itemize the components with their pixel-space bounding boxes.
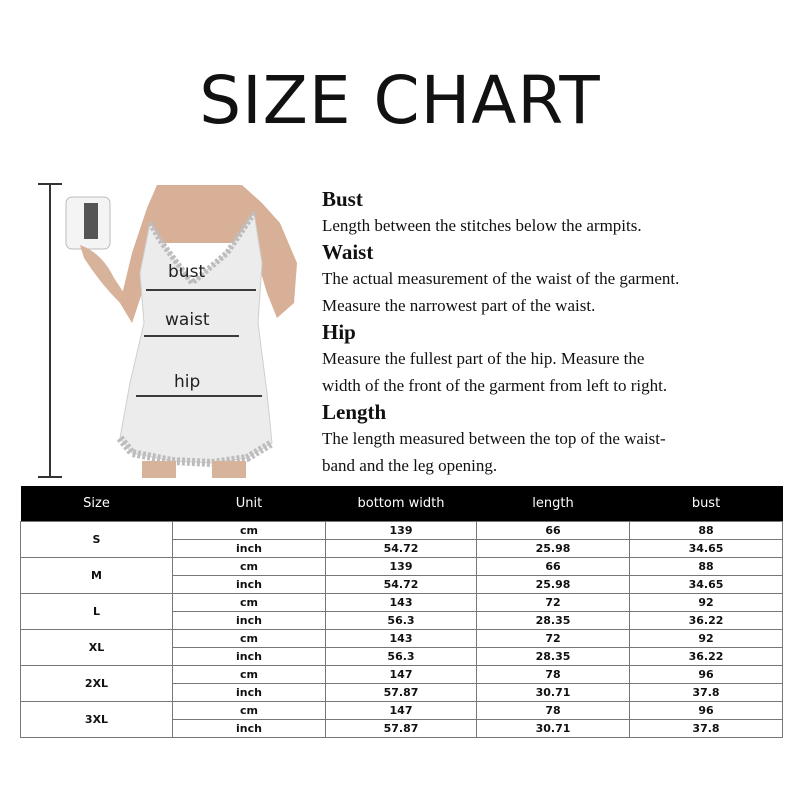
bottom-width-cell: 143	[326, 594, 477, 612]
section-heading: Hip	[322, 320, 356, 344]
section-line: The length measured between the top of the waist-	[322, 429, 666, 448]
bust-cell: 36.22	[630, 612, 783, 630]
unit-cell: cm	[173, 666, 326, 684]
hip-line	[136, 395, 262, 397]
section-line: band and the leg opening.	[322, 456, 498, 475]
length-cell: 66	[477, 522, 630, 540]
bust-cell: 88	[630, 522, 783, 540]
section-line: width of the front of the garment from left to right.	[322, 376, 668, 395]
unit-cell: cm	[173, 522, 326, 540]
model-photo	[62, 183, 320, 478]
table-row	[21, 702, 783, 720]
bust-cell: 96	[630, 666, 783, 684]
bottom-width-cell: 143	[326, 630, 477, 648]
bottom-width-cell: 54.72	[326, 540, 477, 558]
bust-cell: 96	[630, 702, 783, 720]
unit-cell: inch	[173, 612, 326, 630]
unit-cell: inch	[173, 684, 326, 702]
bust-cell: 36.22	[630, 648, 783, 666]
size-cell: XL	[21, 630, 173, 666]
table-row	[21, 522, 783, 540]
bottom-width-cell: 139	[326, 522, 477, 540]
bottom-width-cell: 56.3	[326, 612, 477, 630]
length-cell: 30.71	[477, 684, 630, 702]
bottom-width-cell: 54.72	[326, 576, 477, 594]
header-bottom-width: bottom width	[326, 486, 477, 522]
length-cell: 28.35	[477, 648, 630, 666]
ruler-line	[49, 183, 51, 478]
section-line: The actual measurement of the waist of the garment.	[322, 269, 680, 288]
bust-cell: 37.8	[630, 684, 783, 702]
size-cell: S	[21, 522, 173, 558]
bottom-width-cell: 139	[326, 558, 477, 576]
ruler-cap-top	[38, 183, 62, 185]
section-heading: Bust	[322, 187, 363, 211]
length-cell: 25.98	[477, 540, 630, 558]
unit-cell: cm	[173, 558, 326, 576]
measurement-descriptions	[322, 186, 792, 479]
section-length	[322, 399, 792, 479]
unit-cell: inch	[173, 720, 326, 738]
unit-cell: inch	[173, 576, 326, 594]
bust-cell: 37.8	[630, 720, 783, 738]
dress-illustration	[62, 183, 320, 478]
bust-cell: 92	[630, 630, 783, 648]
bust-cell: 34.65	[630, 540, 783, 558]
length-cell: 78	[477, 702, 630, 720]
length-cell: 25.98	[477, 576, 630, 594]
section-heading: Waist	[322, 240, 374, 264]
unit-cell: cm	[173, 702, 326, 720]
length-cell: 30.71	[477, 720, 630, 738]
bust-label: bust	[168, 262, 206, 282]
bottom-width-cell: 147	[326, 666, 477, 684]
table-row	[21, 666, 783, 684]
page-title: SIZE CHART	[199, 62, 601, 139]
bust-line	[146, 289, 256, 291]
length-cell: 72	[477, 594, 630, 612]
length-cell: 78	[477, 666, 630, 684]
waist-line	[144, 335, 239, 337]
hip-label: hip	[174, 372, 201, 392]
bottom-width-cell: 56.3	[326, 648, 477, 666]
bottom-width-cell: 57.87	[326, 684, 477, 702]
section-waist	[322, 239, 792, 319]
bust-cell: 92	[630, 594, 783, 612]
section-line: Measure the fullest part of the hip. Measure the	[322, 349, 645, 368]
header-bust: bust	[630, 486, 783, 522]
length-cell: 66	[477, 558, 630, 576]
header-size: Size	[21, 486, 173, 522]
section-hip	[322, 319, 792, 399]
unit-cell: inch	[173, 540, 326, 558]
header-unit: Unit	[173, 486, 326, 522]
table-header-row	[21, 486, 783, 522]
bust-cell: 88	[630, 558, 783, 576]
size-table	[20, 486, 783, 738]
size-cell: L	[21, 594, 173, 630]
unit-cell: cm	[173, 630, 326, 648]
section-heading: Length	[322, 400, 387, 424]
table-row	[21, 630, 783, 648]
size-cell: 3XL	[21, 702, 173, 738]
header-length: length	[477, 486, 630, 522]
table-row	[21, 558, 783, 576]
section-line: Length between the stitches below the armpits.	[322, 216, 642, 235]
waist-label: waist	[165, 310, 210, 330]
size-cell: 2XL	[21, 666, 173, 702]
ruler-cap-bottom	[38, 476, 62, 478]
bottom-width-cell: 57.87	[326, 720, 477, 738]
unit-cell: cm	[173, 594, 326, 612]
size-cell: M	[21, 558, 173, 594]
unit-cell: inch	[173, 648, 326, 666]
section-line: Measure the narrowest part of the waist.	[322, 296, 596, 315]
bottom-width-cell: 147	[326, 702, 477, 720]
length-cell: 72	[477, 630, 630, 648]
table-row	[21, 594, 783, 612]
length-cell: 28.35	[477, 612, 630, 630]
section-bust	[322, 186, 792, 239]
bust-cell: 34.65	[630, 576, 783, 594]
